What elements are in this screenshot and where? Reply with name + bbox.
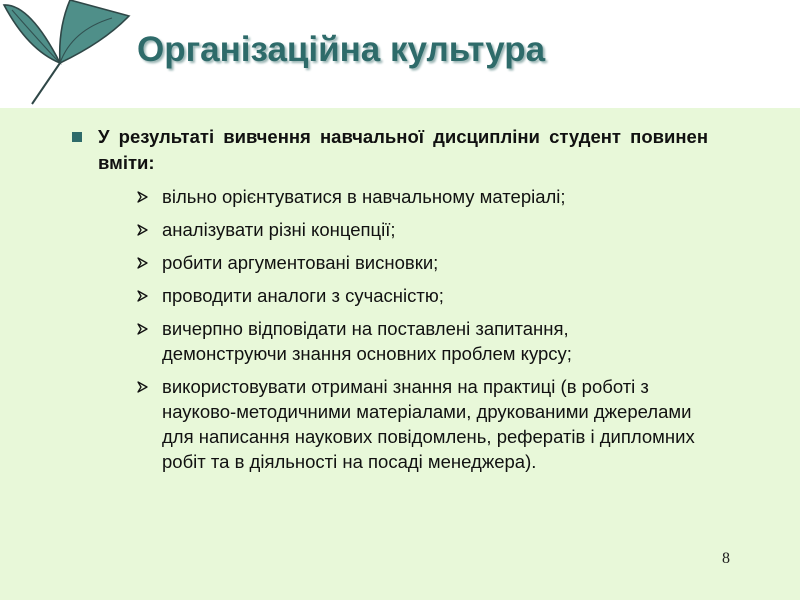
list-item-text: вільно орієнтуватися в навчальному матеріалі; xyxy=(162,186,566,207)
list-item xyxy=(136,217,696,242)
arrow-bullet-icon xyxy=(136,217,162,242)
list-item-text: проводити аналоги з сучасністю; xyxy=(162,285,444,306)
skills-list xyxy=(136,184,696,482)
arrow-bullet-icon xyxy=(136,184,162,209)
slide-title: Організаційна культура xyxy=(137,30,546,69)
arrow-bullet-icon xyxy=(136,374,162,399)
list-item-text: аналізувати різні концепції; xyxy=(162,219,396,240)
list-item-text: використовувати отримані знання на практиці (в роботі з науково-методичними матеріалами, друкованими джерелами для написання наукових повідомлень, рефератів і дипломних робіт та в діяльності на посаді менеджера). xyxy=(162,376,695,472)
list-item xyxy=(136,316,696,366)
page-number: 8 xyxy=(722,550,730,567)
arrow-bullet-icon xyxy=(136,283,162,308)
arrow-bullet-icon xyxy=(136,250,162,275)
square-bullet-icon xyxy=(72,132,82,142)
list-item xyxy=(136,374,696,474)
intro-text: У результаті вивчення навчальної дисципліни студент повинен вміти: xyxy=(98,126,708,173)
list-item-text: робити аргументовані висновки; xyxy=(162,252,439,273)
leaf-branch-icon xyxy=(0,0,135,108)
content-panel xyxy=(0,108,800,600)
list-item xyxy=(136,250,696,275)
list-item xyxy=(136,283,696,308)
arrow-bullet-icon xyxy=(136,316,162,341)
list-item-text: вичерпно відповідати на поставлені запитання, демонструючи знання основних проблем курсу; xyxy=(162,318,572,364)
list-item xyxy=(136,184,696,209)
